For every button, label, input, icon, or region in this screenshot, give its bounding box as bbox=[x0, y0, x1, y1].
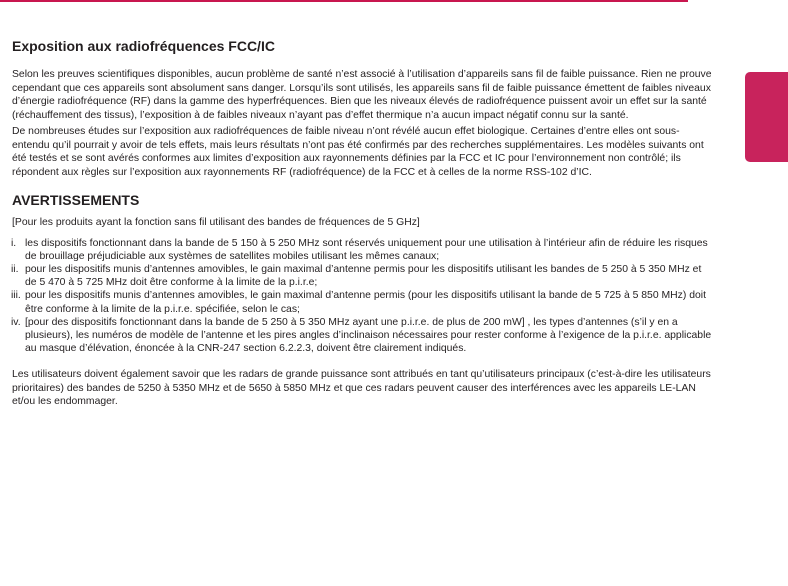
closing-paragraph: Les utilisateurs doivent également savoir que les radars de grande puissance sont attribués en tant qu’utilisateurs principaux (c’est-à-dire les utilisateurs prioritaires) des bandes de 5250 à 5350 MHz et de 5650 à 5850 MHz et que ces radars peuvent causer des interférences avec les appareils LE-LAN et/ou les endommager. bbox=[12, 369, 711, 408]
warning-marker: ii. bbox=[11, 263, 19, 275]
warning-marker: iii. bbox=[11, 290, 21, 302]
warning-item bbox=[12, 316, 714, 356]
body-paragraph: De nombreuses études sur l’exposition aux radiofréquences de faible niveau n’ont révélé aucun effet biologique. Certaines d’entre elles ont sous-entendu qu’il pourrait y avoir de tels effets, mais leurs résultats n’ont pas été confirmés par des recherches supplémentaires. Les modèles suivants ont été testés et se sont avérés conformes aux limites d’exposition aux rayonnements définies par la FCC et IC pour l’environnement non contrôlé; ils répondent aux règles sur l’exposition aux rayonnements RF (radiofréquence) de la FCC et à celles de la norme RSS-102 d’IC. bbox=[12, 126, 704, 178]
warning-text: pour les dispositifs munis d’antennes amovibles, le gain maximal d’antenne permis pour les dispositifs utilisant les bandes de 5 250 à 5 350 MHz et de 5 470 à 5 725 MHz doit être conforme à la limite de la p.i.r.e; bbox=[25, 263, 702, 289]
warning-item bbox=[12, 263, 714, 289]
warnings-heading: AVERTISSEMENTS bbox=[12, 192, 140, 208]
warning-marker: iv. bbox=[11, 316, 21, 328]
warnings-list bbox=[12, 237, 714, 356]
warning-item bbox=[12, 237, 714, 263]
header-divider bbox=[0, 0, 688, 2]
chapter-side-tab[interactable] bbox=[745, 72, 788, 162]
warning-marker: i. bbox=[11, 237, 17, 249]
warnings-note: [Pour les produits ayant la fonction sans fil utilisant des bandes de fréquences de 5 GHz] bbox=[12, 217, 420, 228]
section-title: Exposition aux radiofréquences FCC/IC bbox=[12, 38, 275, 54]
warning-item bbox=[12, 289, 714, 315]
document-content bbox=[12, 37, 714, 409]
warning-text: les dispositifs fonctionnant dans la bande de 5 150 à 5 250 MHz sont réservés uniquement pour une utilisation à l’intérieur afin de réduire les risques de brouillage préjudiciable aux systèmes de satellites mobiles utilisant les mêmes canaux; bbox=[25, 237, 708, 262]
warning-text: [pour des dispositifs fonctionnant dans la bande de 5 250 à 5 350 MHz ayant une p.i.r.e. de plus de 200 mW] , les types d’antennes (s’il y en a plusieurs), les numéros de modèle de l’antenne et les pires angles d’inclinaison nécessaires pour rester conforme à l’exigence de la p.i.r.e. applicable au masque d’élévation, énoncée à la CNR-247 section 6.2.2.3, doivent être clairement indiqués. bbox=[25, 316, 712, 355]
warning-text: pour les dispositifs munis d’antennes amovibles, le gain maximal d’antenne permis (pour les dispositifs utilisant la bande de 5 725 à 5 850 MHz) doit être conforme à la limite de la p.i.r.e. spécifiée, selon le cas; bbox=[25, 290, 706, 315]
body-paragraph: Selon les preuves scientifiques disponibles, aucun problème de santé n’est associé à l’utilisation d’appareils sans fil de faible puissance. Rien ne prouve cependant que ces appareils sont absolument sans danger. Lorsqu’ils sont utilisés, les appareils sans fil de faible puissance émettent de faibles niveaux d’énergie radiofréquence (RF) dans la gamme des hyperfréquences. Bien que les niveaux élevés de radiofréquence puissent avoir un effet sur la santé (réchauffement des tissus), l’exposition à de faibles niveaux n’ayant pas d’effet thermique n’a aucun impact négatif connu sur la santé. bbox=[12, 69, 712, 121]
